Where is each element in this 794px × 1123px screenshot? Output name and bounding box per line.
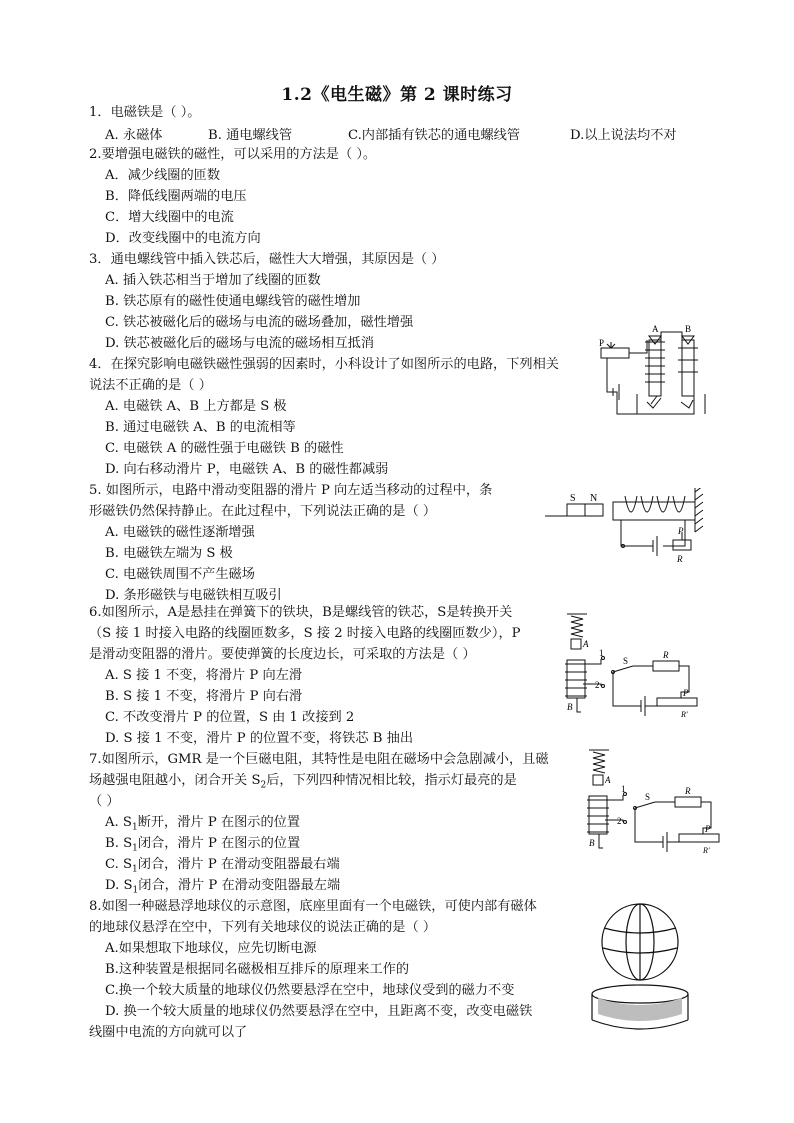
q6-fig-label-b: B <box>567 702 573 712</box>
q7-stem-line3: （ ） <box>89 794 120 809</box>
q6-stem-line1: 6.如图所示，A是悬挂在弹簧下的铁块，B是螺线管的铁芯，S是转换开关 <box>89 605 513 620</box>
q7-fig-label-r: R <box>685 786 691 796</box>
q8-option-b[interactable]: B.这种装置是根据同名磁极相互排斥的原理来工作的 <box>105 962 410 977</box>
q6-fig-label-p: P <box>683 688 689 698</box>
q1-option-b[interactable]: B. 通电螺线管 <box>208 128 293 143</box>
q4-stem-line1: 4．在探究影响电磁铁磁性强弱的因素时，小科设计了如图所示的电路，下列相关 <box>89 357 559 372</box>
q8-globe-figure <box>590 902 694 1034</box>
q7-fig-label-b: B <box>589 838 595 848</box>
q4-fig-label-p: P <box>599 338 605 348</box>
q5-stem-line1: 5. 如图所示，电路中滑动变阻器的滑片 P 向左适当移动的过程中，条 <box>89 483 493 498</box>
q3-option-d[interactable]: D. 铁芯被磁化后的磁场与电流的磁场相互抵消 <box>105 336 375 351</box>
q7-fig-label-r2: R′ <box>703 846 710 855</box>
q6-fig-label-a: A <box>583 639 589 649</box>
q6-fig-label-r2: R′ <box>681 710 688 719</box>
q4-option-b[interactable]: B. 通过电磁铁 A、B 的电流相等 <box>105 420 296 435</box>
q5-stem-line2: 形磁铁仍然保持静止。在此过程中，下列说法正确的是（ ） <box>89 504 437 519</box>
q6-option-a[interactable]: A. S 接 1 不变，将滑片 P 向左滑 <box>105 668 303 683</box>
q6-option-d[interactable]: D. S 接 1 不变，滑片 P 的位置不变，将铁芯 B 抽出 <box>105 731 414 746</box>
q4-option-a[interactable]: A. 电磁铁 A、B 上方都是 S 极 <box>105 399 287 414</box>
q8-option-d[interactable]: D. 换一个较大质量的地球仪仍然要悬浮在空中，且距离不变，改变电磁铁 <box>105 1004 533 1019</box>
q6-fig-label-1: 1 <box>599 648 604 658</box>
q1-stem: 1．电磁铁是（ ）。 <box>89 105 201 120</box>
q1-option-d[interactable]: D.以上说法均不对 <box>570 128 677 143</box>
q4-fig-label-b: B <box>685 324 692 334</box>
q5-fig-label-n: N <box>590 493 598 504</box>
q5-option-a[interactable]: A. 电磁铁的磁性逐渐增强 <box>105 525 255 540</box>
q4-option-d[interactable]: D. 向右移动滑片 P，电磁铁 A、B 的磁性都减弱 <box>105 462 389 477</box>
q8-option-d-continued: 线圈中电流的方向就可以了 <box>89 1025 248 1040</box>
q3-option-a[interactable]: A. 插入铁芯相当于增加了线圈的匝数 <box>105 273 321 288</box>
q3-option-b[interactable]: B. 铁芯原有的磁性使通电螺线管的磁性增加 <box>105 294 361 309</box>
q3-option-c[interactable]: C. 铁芯被磁化后的磁场与电流的磁场叠加，磁性增强 <box>105 315 414 330</box>
q2-stem: 2.要增强电磁铁的磁性，可以采用的方法是（ ）。 <box>89 147 377 162</box>
page-title: 1.2《电生磁》第 2 课时练习 <box>281 85 513 105</box>
q6-figure <box>561 612 711 720</box>
q2-option-c[interactable]: C．增大线圈中的电流 <box>105 210 234 225</box>
q7-stem-line2: 场越强电阻越小，闭合开关 $S_2$后，下列四种情况相比较，指示灯最亮的是 <box>89 773 517 791</box>
q8-option-c[interactable]: C.换一个较大质量的地球仪仍然要悬浮在空中，地球仪受到的磁力不变 <box>105 983 515 998</box>
q1-option-c[interactable]: C.内部插有铁芯的通电螺线管 <box>348 128 521 143</box>
q5-figure <box>545 488 715 568</box>
q6-stem-line3: 是滑动变阻器的滑片。要使弹簧的长度边长，可采取的方法是（ ） <box>89 647 476 662</box>
q7-fig-label-a: A <box>605 775 611 785</box>
q7-option-a[interactable]: A. $S_1$断开，滑片 P 在图示的位置 <box>105 815 301 833</box>
q5-option-d[interactable]: D. 条形磁铁与电磁铁相互吸引 <box>105 588 282 603</box>
q5-fig-label-s: S <box>570 493 576 504</box>
q6-stem-line2: （S 接 1 时接入电路的线圈匝数多，S 接 2 时接入电路的线圈匝数少），P <box>89 626 521 641</box>
q6-fig-label-r: R <box>663 650 669 660</box>
q4-option-c[interactable]: C. 电磁铁 A 的磁性强于电磁铁 B 的磁性 <box>105 441 344 456</box>
q7-figure <box>583 748 733 856</box>
q8-stem-line1: 8.如图一种磁悬浮地球仪的示意图，底座里面有一个电磁铁，可使内部有磁体 <box>89 899 537 914</box>
q7-option-d[interactable]: D. $S_1$闭合，滑片 P 在滑动变阻器最左端 <box>105 878 341 896</box>
q8-stem-line2: 的地球仪悬浮在空中，下列有关地球仪的说法正确的是（ ） <box>89 920 437 935</box>
q7-option-c[interactable]: C. $S_1$闭合，滑片 P 在滑动变阻器最右端 <box>105 857 340 875</box>
q7-fig-label-s: S <box>645 792 651 802</box>
q2-option-a[interactable]: A．减少线圈的匝数 <box>105 168 221 183</box>
q5-fig-label-p: P <box>678 526 684 536</box>
q6-option-b[interactable]: B. S 接 1 不变，将滑片 P 向右滑 <box>105 689 303 704</box>
q5-option-b[interactable]: B. 电磁铁左端为 S 极 <box>105 546 233 561</box>
q3-stem: 3．通电螺线管中插入铁芯后，磁性大大增强，其原因是（ ） <box>89 252 445 267</box>
q1-option-a[interactable]: A. 永磁体 <box>105 128 163 143</box>
q5-option-c[interactable]: C. 电磁铁周围不产生磁场 <box>105 567 255 582</box>
q6-fig-label-s: S <box>623 656 629 666</box>
q7-stem-line1: 7.如图所示，GMR 是一个巨磁电阻，其特性是电阻在磁场中会急剧减小，且磁 <box>89 752 549 767</box>
q2-option-b[interactable]: B．降低线圈两端的电压 <box>105 189 247 204</box>
q6-option-c[interactable]: C. 不改变滑片 P 的位置，S 由 1 改接到 2 <box>105 710 355 725</box>
q2-option-d[interactable]: D．改变线圈中的电流方向 <box>105 231 261 246</box>
q4-stem-line2: 说法不正确的是（ ） <box>89 378 212 393</box>
q7-option-b[interactable]: B. $S_1$闭合，滑片 P 在图示的位置 <box>105 836 301 854</box>
q5-fig-label-r: R <box>677 554 683 564</box>
q7-fig-label-p: P <box>705 824 711 834</box>
q6-fig-label-2: 2 <box>595 680 600 690</box>
q4-fig-label-a: A <box>652 324 659 334</box>
q7-fig-label-2: 2 <box>617 816 622 826</box>
q8-option-a[interactable]: A.如果想取下地球仪，应先切断电源 <box>105 941 317 956</box>
q7-fig-label-1: 1 <box>621 784 626 794</box>
q4-figure <box>597 322 717 424</box>
